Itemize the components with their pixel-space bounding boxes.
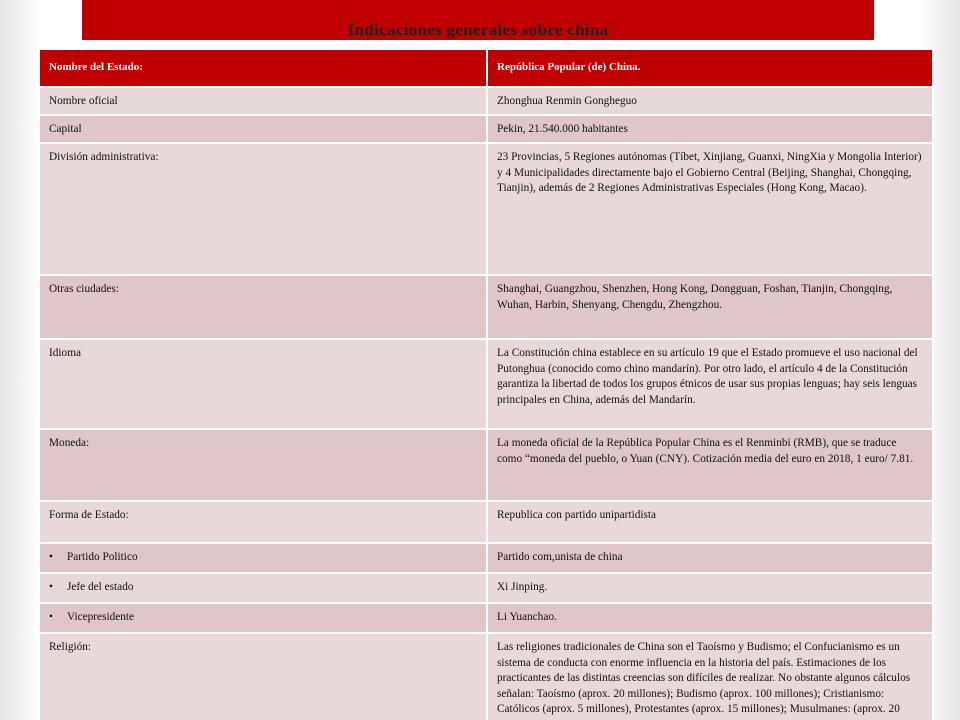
table-row-forma-de-estado [40,501,933,543]
row-label: Moneda: [40,429,487,501]
header-label-cell: Nombre del Estado: [40,50,487,87]
row-value: 23 Provincias, 5 Regiones autónomas (Tíbet, Xinjiang, Guanxi, NingXia y Mongolia Interior) y 4 Municipalidades directamente bajo el Gobierno Central (Beijing, Shanghai, Chongqing, Tianjin), además de 2 Regiones Administrativas Especiales (Hong Kong, Macao). [487,143,933,275]
row-label: Idioma [40,339,487,429]
title-bar [82,0,874,40]
row-value: La Constitución china establece en su artículo 19 que el Estado promueve el uso nacional del Putonghua (conocido como chino mandarín). Por otro lado, el artículo 4 de la Constitución garantiza la libertad de todos los grupos étnicos de usar sus propias lenguas; hay seis lenguas principales en China, además del Mandarín. [487,339,933,429]
table-row-otras-ciudades [40,275,933,339]
row-label: Religión: [40,633,487,720]
row-label-text: Partido Politico [67,551,138,563]
bullet-icon [49,551,67,563]
table-row-vicepresidente [40,603,933,633]
row-label [40,603,487,633]
bullet-icon [49,611,67,623]
table-header-row [40,50,933,87]
row-value: Shanghai, Guangzhou, Shenzhen, Hong Kong, Dongguan, Foshan, Tianjin, Chongqing, Wuhan, Harbin, Shenyang, Chengdu, Zhengzhou. [487,275,933,339]
row-label: División administrativa: [40,143,487,275]
table-row-jefe-del-estado [40,573,933,603]
row-label: Nombre oficial [40,87,487,115]
table-row-division-administrativa [40,143,933,275]
row-label [40,543,487,573]
table-row-partido-politico [40,543,933,573]
row-value: Xi Jinping. [487,573,933,603]
row-label: Otras ciudades: [40,275,487,339]
row-value: Li Yuanchao. [487,603,933,633]
slide-title: Indicaciones generales sobre china [347,20,609,39]
table-row-moneda [40,429,933,501]
row-value: Pekin, 21.540.000 habitantes [487,115,933,143]
country-info-table [40,50,934,720]
row-label: Forma de Estado: [40,501,487,543]
row-value: Republica con partido unipartidista [487,501,933,543]
slide-shadow-left [0,0,40,720]
row-label: Capital [40,115,487,143]
row-label-text: Vicepresidente [67,611,135,623]
row-value: Partido com,unista de china [487,543,933,573]
header-value-cell: República Popular (de) China. [487,50,933,87]
row-value: Zhonghua Renmin Gongheguo [487,87,933,115]
table-row-capital [40,115,933,143]
table-row-nombre-oficial [40,87,933,115]
row-value: Las religiones tradicionales de China son el Taoísmo y Budismo; el Confucianismo es un sistema de conducta con enorme influencia en la historia del país. Estimaciones de los practicantes de las distintas creencias son difíciles de realizar. No obstante algunos cálculos señalan: Taoísmo (aprox. 20 millones); Budismo (aprox. 100 millones); Cristianismo: Católicos (aprox. 5 millones), Protestantes (aprox. 15 millones); Musulmanes: (aprox. 20 [487,633,933,720]
bullet-icon [49,581,67,593]
row-label [40,573,487,603]
row-label-text: Jefe del estado [67,581,134,593]
table-row-idioma [40,339,933,429]
row-value: La moneda oficial de la República Popular China es el Renminbi (RMB), que se traduce como “moneda del pueblo, o Yuan (CNY). Cotización media del euro en 2018, 1 euro/ 7.81. [487,429,933,501]
table-row-religion [40,633,933,720]
